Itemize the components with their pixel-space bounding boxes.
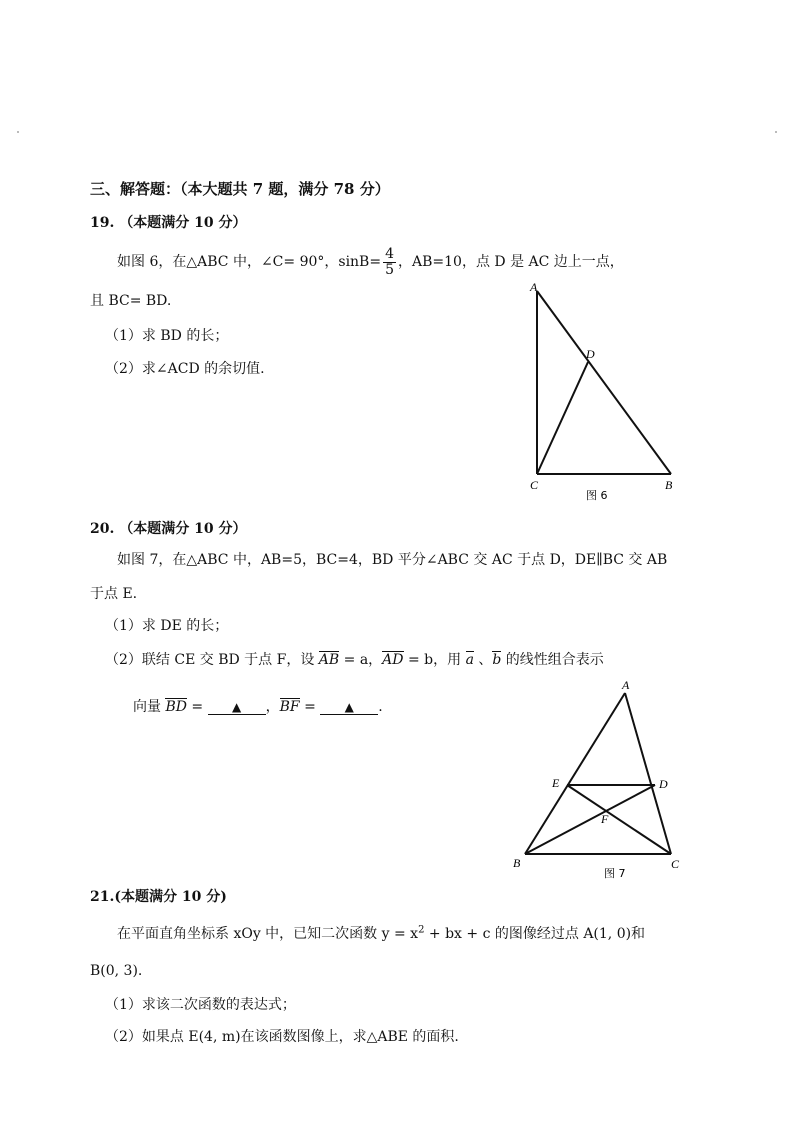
q19-stem-part1: 如图 6，在△ABC 中，∠C= 90°，sinB= — [117, 254, 382, 270]
fig7-segment-bd — [525, 785, 655, 854]
fig6-label-c: C — [530, 478, 539, 492]
q19-stem-line1 — [117, 246, 624, 278]
q21-score: (本题满分 10 分) — [114, 889, 227, 905]
q21-superscript: 2 — [418, 924, 425, 936]
fig6-label-a: A — [530, 280, 538, 294]
q20-dun: 、 — [473, 652, 493, 668]
fig7-label-a: A — [622, 678, 630, 692]
figure-6 — [520, 278, 690, 504]
fig7-side-ab — [525, 693, 625, 854]
fig7-caption: 图 7 — [604, 867, 626, 880]
q19-stem-part2: ，AB=10，点 D 是 AC 边上一点， — [398, 254, 624, 270]
q20-answer-pre: 向量 — [133, 699, 166, 715]
q20-answer-blank-bd[interactable]: ▲ — [208, 700, 266, 715]
fig7-label-f: F — [601, 812, 609, 826]
section-heading-title: 三、解答题： — [90, 180, 181, 198]
section-heading — [90, 180, 390, 198]
fig7-side-ac — [625, 693, 671, 854]
q21-stem-pre: 在平面直角坐标系 xOy 中，已知二次函数 y = x — [117, 926, 419, 942]
q19-fraction — [383, 247, 396, 278]
q20-end: . — [378, 699, 383, 715]
q20-answer-blank-bf[interactable]: ▲ — [320, 700, 378, 715]
q21-stem-post: + bx + c 的图像经过点 A(1, 0)和 — [424, 926, 646, 942]
q20-eq-a: = a — [339, 652, 369, 668]
figure-7 — [505, 676, 695, 882]
q20-vector-a: a — [465, 652, 474, 668]
q20-eq-2: = — [299, 699, 321, 715]
q20-stem-line1: 如图 7，在△ABC 中，AB=5，BC=4，BD 平分∠ABC 交 AC 于点 D，DE∥BC 交 AB — [117, 552, 668, 568]
fig7-label-c: C — [671, 857, 680, 871]
q19-stem-line2: 且 BC= BD. — [90, 293, 172, 309]
q20-sub2 — [105, 651, 604, 669]
q20-vector-bf: BF — [279, 699, 300, 715]
q19-fraction-denominator: 5 — [385, 261, 395, 278]
q20-sub2-mid: ，用 — [433, 652, 466, 668]
q20-sub2-pre: （2）联结 CE 交 BD 于点 F，设 — [105, 652, 319, 668]
fig7-label-e: E — [552, 776, 560, 790]
q20-score: （本题满分 10 分） — [119, 521, 247, 537]
q20-vector-ad: AD — [382, 652, 404, 668]
fig7-segment-ce — [567, 785, 671, 854]
q19-score: （本题满分 10 分） — [119, 215, 247, 231]
fig6-segment-cd — [537, 362, 588, 474]
fig7-label-b: B — [513, 856, 521, 870]
q20-vector-bd: BD — [165, 699, 187, 715]
q21-number: 21. — [90, 889, 115, 905]
q20-eq-1: = — [186, 699, 208, 715]
q20-stem-line2: 于点 E. — [90, 586, 138, 602]
q21-header — [90, 888, 227, 906]
q20-sub1: （1）求 DE 的长； — [105, 618, 229, 634]
q20-comma: ， — [265, 699, 280, 715]
q21-sub1: （1）求该二次函数的表达式； — [105, 997, 296, 1013]
fig7-label-d: D — [659, 777, 668, 791]
q20-vector-b: b — [492, 652, 502, 668]
q20-answer-line — [133, 698, 383, 716]
q20-sep: ， — [368, 652, 383, 668]
q20-number: 20. — [90, 521, 115, 537]
section-heading-note: （本大题共 7 题，满分 78 分） — [180, 180, 390, 198]
q21-stem-line1 — [117, 925, 645, 943]
q20-vector-ab: AB — [318, 652, 340, 668]
scan-speck-left — [17, 131, 19, 133]
q21-sub2: （2）如果点 E(4, m)在该函数图像上，求△ABE 的面积. — [105, 1029, 459, 1045]
q19-number: 19. — [90, 215, 115, 231]
q21-stem-line2: B(0, 3). — [90, 963, 143, 979]
q20-header — [90, 520, 246, 538]
q19-fraction-numerator: 4 — [385, 245, 395, 262]
q20-eq-b: = b — [403, 652, 434, 668]
q19-sub2: （2）求∠ACD 的余切值. — [105, 361, 265, 377]
fig6-side-ab — [537, 291, 671, 474]
q19-sub1: （1）求 BD 的长； — [105, 328, 229, 344]
q19-header — [90, 214, 246, 232]
fig6-caption: 图 6 — [586, 489, 608, 502]
fig6-label-d: D — [586, 347, 595, 361]
fig6-label-b: B — [665, 478, 673, 492]
q20-sub2-post: 的线性组合表示 — [501, 652, 604, 668]
scan-speck-right — [775, 131, 777, 133]
